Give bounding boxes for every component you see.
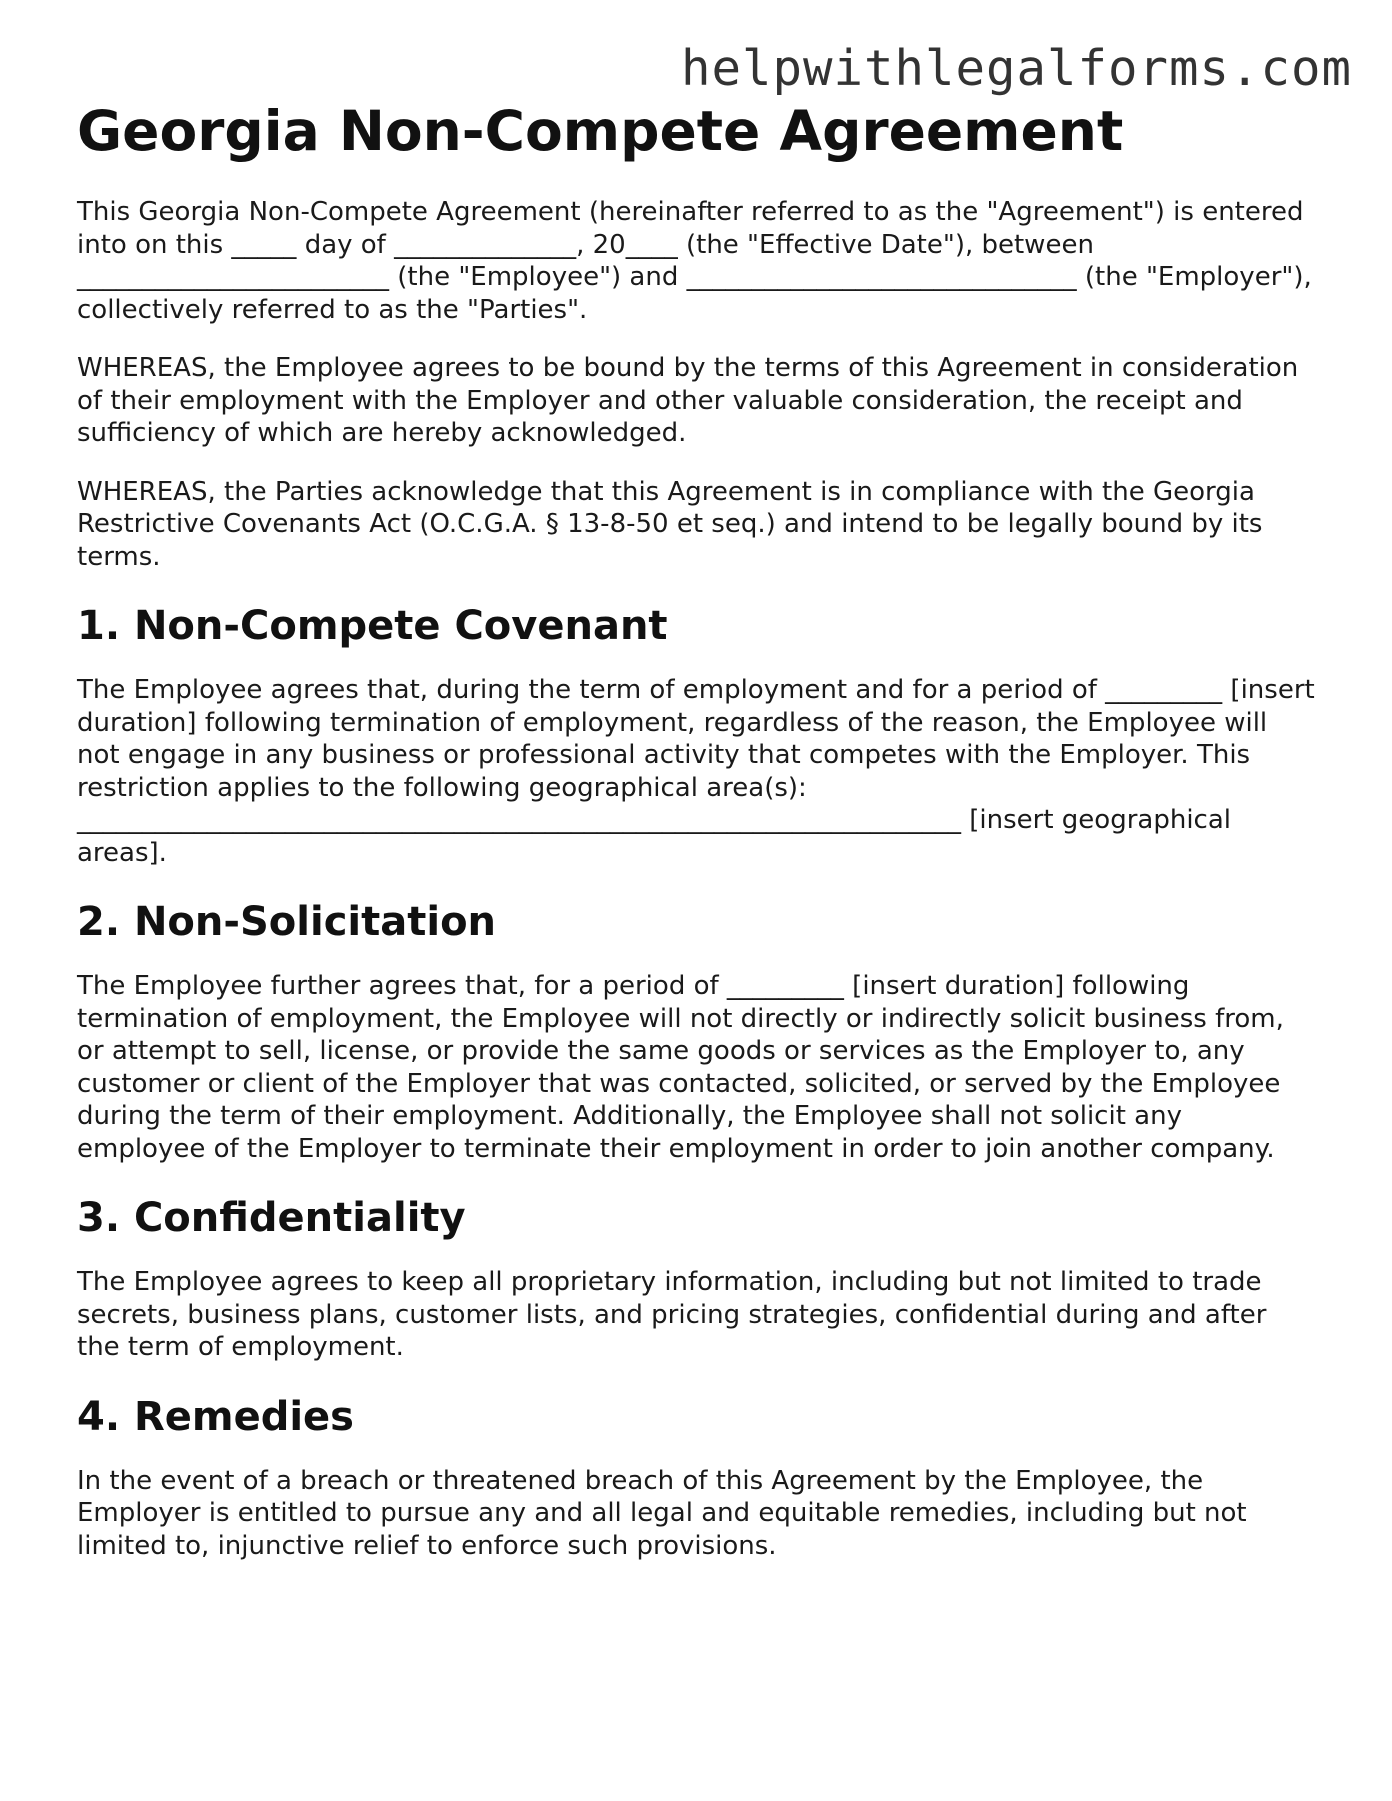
document-content — [77, 96, 1317, 1562]
document-title: Georgia Non-Compete Agreement — [77, 99, 1124, 163]
section-heading-confidentiality: 3. Confidentiality — [77, 1195, 466, 1241]
section-body-confidentiality: The Employee agrees to keep all proprietary information, including but not limited to trade secrets, business plans, customer lists, and pricing strategies, confidential during and after the term of employment. — [77, 1267, 1267, 1362]
intro-paragraph-effective-date: This Georgia Non-Compete Agreement (hereinafter referred to as the "Agreement") is entered into on this _____ day of ______________, 20____ (the "Effective Date"), between ________________________ (the "Employee") and ______________________________ (the "Employer"), collectively referred to as the "Parties". — [77, 197, 1312, 325]
section-body-non-compete: The Employee agrees that, during the term of employment and for a period of _________ [insert duration] following termination of employment, regardless of the reason, the Employee will not engage in any business or professional activity that competes with the Employer. This restriction applies to the following geographical area(s): ____________________________________________________________________ [insert geographical areas]. — [77, 675, 1315, 868]
intro-paragraph-compliance: WHEREAS, the Parties acknowledge that this Agreement is in compliance with the Georgia Restrictive Covenants Act (O.C.G.A. § 13-8-50 et seq.) and intend to be legally bound by its terms. — [77, 476, 1263, 572]
section-body-remedies: In the event of a breach or threatened breach of this Agreement by the Employee, the Employer is entitled to pursue any and all legal and equitable remedies, including but not limited to, injunctive relief to enforce such provisions. — [77, 1465, 1247, 1561]
intro-paragraph-consideration: WHEREAS, the Employee agrees to be bound by the terms of this Agreement in consideration of their employment with the Employer and other valuable consideration, the receipt and sufficiency of which are hereby acknowledged. — [77, 353, 1299, 448]
section-heading-non-solicitation: 2. Non-Solicitation — [77, 899, 497, 945]
section-body-non-solicitation: The Employee further agrees that, for a period of _________ [insert duration] following termination of employment, the Employee will not directly or indirectly solicit business from, or attempt to sell, license, or provide the same goods or services as the Employer to, any customer or client of the Employer that was contacted, solicited, or served by the Employee during the term of their employment. Additionally, the Employee shall not solicit any employee of the Employer to terminate their employment in order to join another company. — [77, 971, 1284, 1164]
section-heading-non-compete: 1. Non-Compete Covenant — [77, 603, 668, 649]
site-watermark: helpwithlegalforms.com — [680, 40, 1352, 97]
section-heading-remedies: 4. Remedies — [77, 1393, 354, 1440]
